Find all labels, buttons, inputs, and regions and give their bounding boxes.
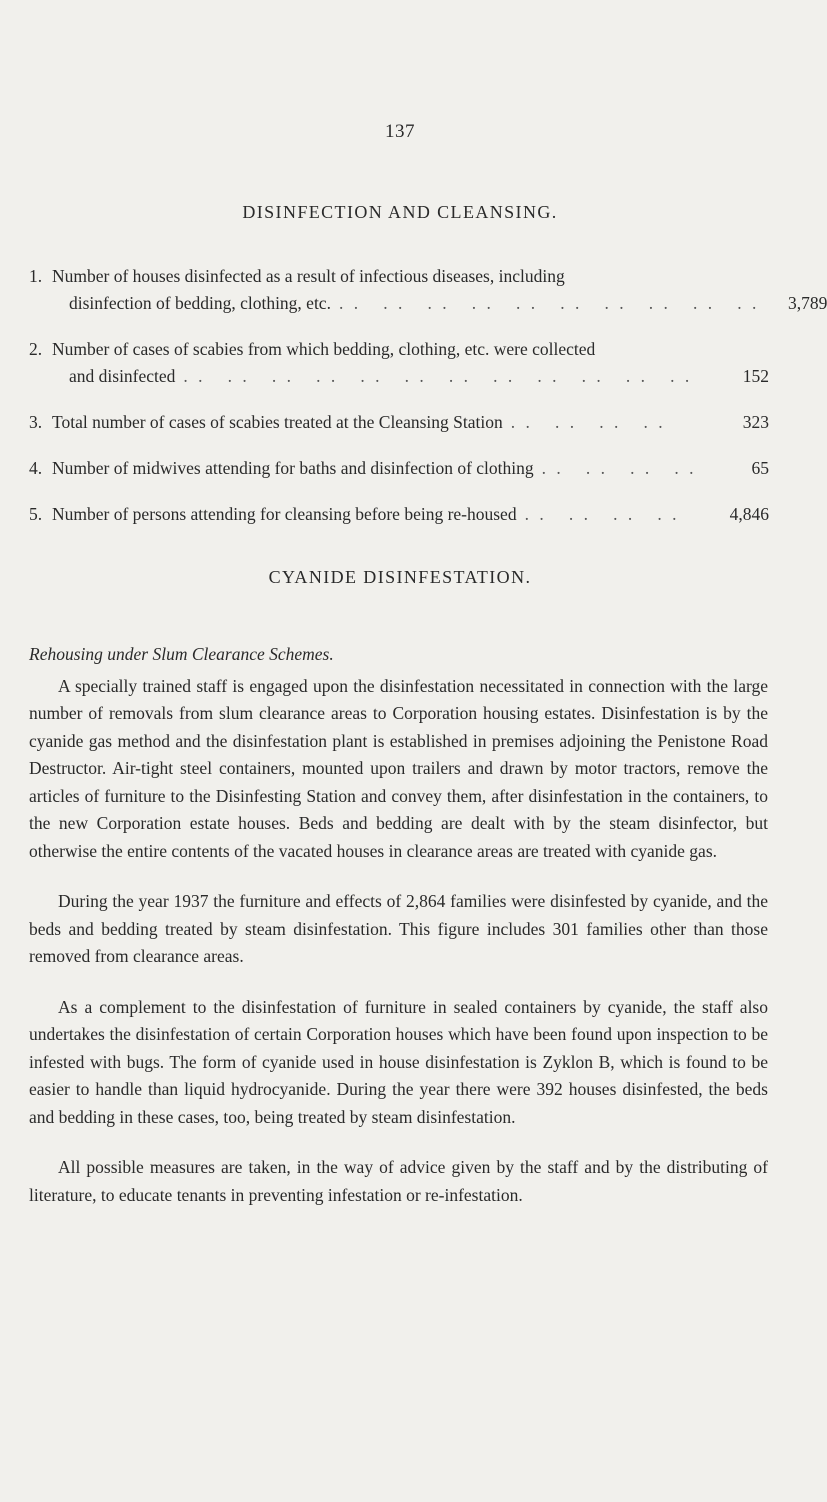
stat-number: 5. xyxy=(29,504,43,524)
stat-label: Number of cases of scabies from which bedding, clothing, etc. were collected xyxy=(52,339,596,359)
paragraph: All possible measures are taken, in the way of advice given by the staff and by the distributing of literature, to educate tenants in preventing infestation or re-infestation. xyxy=(29,1157,768,1205)
stat-item xyxy=(29,263,827,317)
stat-label: Number of houses disinfected as a result of infectious diseases, including xyxy=(52,266,565,286)
stat-number: 1. xyxy=(29,266,43,286)
stat-value: 65 xyxy=(751,458,769,478)
dot-leader: . . . . . . . . . . . . . . . . . . . . . . . . xyxy=(183,366,693,386)
stat-value: 3,789 xyxy=(787,293,827,313)
stat-item xyxy=(29,455,769,482)
dot-leader: . . . . . . . . xyxy=(524,504,680,524)
subheading: Rehousing under Slum Clearance Schemes. xyxy=(29,644,334,664)
statistics-list xyxy=(29,263,827,547)
section-heading-cyanide: CYANIDE DISINFESTATION. xyxy=(268,567,532,587)
paragraph: As a complement to the disinfestation of furniture in sealed containers by cyanide, the staff also undertakes the disinfestation of certain Corporation houses which have been found upon inspection to be infested with bugs. The form of cyanide used in house disinfestation is Zyklon B, which is found to be easier to handle than liquid hydrocyanide. During the year there were 392 houses disinfested, the beds and bedding in these cases, too, being treated by steam disinfestation. xyxy=(29,996,768,1127)
paragraph: During the year 1937 the furniture and effects of 2,864 families were disinfested by cyanide, and the beds and bedding treated by steam disinfestation. This figure includes 301 families other than those removed from clearance areas. xyxy=(29,891,768,966)
section-heading-disinfection: DISINFECTION AND CLEANSING. xyxy=(242,202,558,222)
stat-number: 3. xyxy=(29,412,43,432)
stat-label-continued: disinfection of bedding, clothing, etc. xyxy=(69,293,331,313)
stat-number: 4. xyxy=(29,458,43,478)
stat-value: 152 xyxy=(742,366,769,386)
stat-value: 323 xyxy=(742,412,769,432)
stat-item xyxy=(29,501,769,528)
page-number: 137 xyxy=(385,121,415,142)
stat-value: 4,846 xyxy=(729,504,769,524)
paragraph: A specially trained staff is engaged upon the disinfestation necessitated in connection with the large number of removals from slum clearance areas to Corporation housing estates. Disinfestation is by the cyanide gas method and the disinfestation plant is established in premises adjoining the Penistone Road Destructor. Air-tight steel containers, mounted upon trailers and drawn by motor tractors, remove the articles of furniture to the Disinfesting Station and convey them, after disinfestation in the containers, to the new Corporation estate houses. Beds and bedding are dealt with by the steam disinfector, but otherwise the entire contents of the vacated houses in clearance areas are treated with cyanide gas. xyxy=(29,675,768,861)
dot-leader: . . . . . . . . xyxy=(510,412,666,432)
section-body xyxy=(29,641,768,1232)
stat-item xyxy=(29,336,769,390)
stat-label-continued: and disinfected xyxy=(69,366,176,386)
dot-leader: . . . . . . . . xyxy=(541,458,697,478)
stat-number: 2. xyxy=(29,339,43,359)
stat-label: Number of persons attending for cleansing before being re-housed xyxy=(52,504,517,524)
stat-label: Total number of cases of scabies treated at the Cleansing Station xyxy=(52,412,503,432)
stat-item xyxy=(29,409,769,436)
dot-leader: . . . . . . . . . . . . . . . . . . . . xyxy=(338,293,760,313)
stat-label: Number of midwives attending for baths and disinfection of clothing xyxy=(52,458,534,478)
